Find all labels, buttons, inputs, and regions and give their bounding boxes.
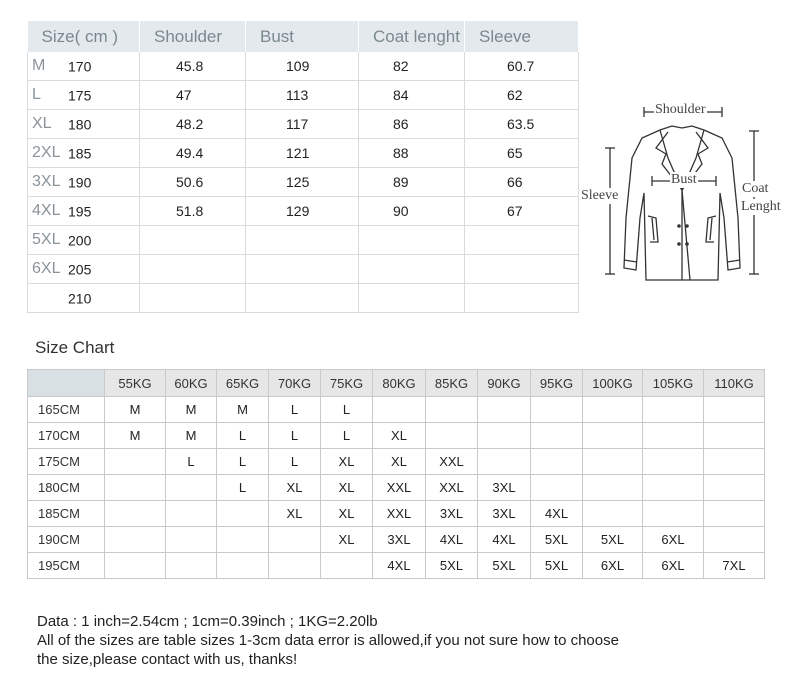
bust-cell: 121 xyxy=(246,139,359,168)
size-chart-row xyxy=(28,423,765,449)
height-label: 165CM xyxy=(28,397,105,423)
shoulder-cell xyxy=(140,226,246,255)
size-chart-cell xyxy=(643,423,704,449)
coat-cell: 84 xyxy=(359,81,465,110)
size-height: 175 xyxy=(68,87,92,104)
measurement-header-0: Size( cm ) xyxy=(28,21,140,52)
size-chart-row xyxy=(28,397,765,423)
size-chart-cell xyxy=(217,553,269,579)
size-cell xyxy=(28,197,140,226)
measurement-row xyxy=(28,226,579,255)
size-chart-cell xyxy=(643,475,704,501)
size-chart-cell: M xyxy=(166,397,217,423)
coat-cell xyxy=(359,284,465,313)
size-chart-cell: M xyxy=(217,397,269,423)
size-chart-cell xyxy=(531,423,583,449)
size-chart-cell xyxy=(105,449,166,475)
size-chart-cell: 4XL xyxy=(478,527,531,553)
coat-cell: 90 xyxy=(359,197,465,226)
diagram-label-shoulder: Shoulder xyxy=(655,102,706,117)
size-chart-cell: 3XL xyxy=(478,475,531,501)
size-chart-cell: XL xyxy=(269,475,321,501)
sleeve-cell: 65 xyxy=(465,139,579,168)
size-height: 210 xyxy=(68,290,92,307)
shoulder-cell xyxy=(140,255,246,284)
size-chart-header-row xyxy=(28,370,765,397)
coat-cell xyxy=(359,255,465,284)
sleeve-cell: 60.7 xyxy=(465,52,579,81)
size-chart-cell: 6XL xyxy=(583,553,643,579)
size-chart-cell: M xyxy=(105,397,166,423)
size-chart-cell xyxy=(583,475,643,501)
size-chart-cell xyxy=(704,423,765,449)
size-chart-cell: 5XL xyxy=(583,527,643,553)
size-chart-cell xyxy=(166,501,217,527)
size-height: 185 xyxy=(68,145,92,162)
size-cell xyxy=(28,81,140,110)
shoulder-cell: 45.8 xyxy=(140,52,246,81)
size-chart-cell: XXL xyxy=(426,475,478,501)
size-chart-cell: L xyxy=(217,475,269,501)
size-chart-cell: 4XL xyxy=(373,553,426,579)
size-code: 4XL xyxy=(32,202,61,220)
height-label: 185CM xyxy=(28,501,105,527)
size-chart-cell xyxy=(704,449,765,475)
size-chart-cell xyxy=(373,397,426,423)
size-chart-corner-cell xyxy=(28,370,105,397)
weight-header: 85KG xyxy=(426,370,478,397)
size-chart-cell: 5XL xyxy=(426,553,478,579)
bust-cell xyxy=(246,255,359,284)
size-code: 5XL xyxy=(32,231,61,249)
size-chart-cell xyxy=(478,423,531,449)
size-cell xyxy=(28,284,140,313)
measurement-table-body xyxy=(28,52,579,313)
weight-header: 110KG xyxy=(704,370,765,397)
size-chart-cell xyxy=(217,527,269,553)
size-chart-row xyxy=(28,501,765,527)
size-chart-cell: L xyxy=(269,423,321,449)
weight-header: 100KG xyxy=(583,370,643,397)
size-cell xyxy=(28,139,140,168)
diagram-label-bust: Bust xyxy=(671,172,697,187)
size-chart-cell xyxy=(531,449,583,475)
size-chart-cell: 5XL xyxy=(531,553,583,579)
size-cell xyxy=(28,226,140,255)
size-chart-row xyxy=(28,475,765,501)
size-chart-cell xyxy=(583,501,643,527)
size-chart-cell: L xyxy=(269,397,321,423)
measurement-row xyxy=(28,52,579,81)
size-chart-cell: XL xyxy=(321,449,373,475)
size-chart-cell: 5XL xyxy=(478,553,531,579)
height-label: 190CM xyxy=(28,527,105,553)
size-height: 200 xyxy=(68,232,92,249)
sleeve-cell: 67 xyxy=(465,197,579,226)
shoulder-cell: 48.2 xyxy=(140,110,246,139)
size-height: 180 xyxy=(68,116,92,133)
bust-cell: 117 xyxy=(246,110,359,139)
size-chart-cell xyxy=(643,449,704,475)
size-chart-cell xyxy=(704,397,765,423)
shoulder-cell: 50.6 xyxy=(140,168,246,197)
size-chart-cell xyxy=(704,527,765,553)
measurement-row xyxy=(28,197,579,226)
size-chart-cell: 3XL xyxy=(478,501,531,527)
size-chart-cell xyxy=(531,475,583,501)
size-chart-cell xyxy=(217,501,269,527)
weight-header: 105KG xyxy=(643,370,704,397)
size-chart-cell: XL xyxy=(321,527,373,553)
size-chart-cell: XL xyxy=(269,501,321,527)
height-label: 170CM xyxy=(28,423,105,449)
size-chart-title: Size Chart xyxy=(35,338,115,357)
size-height: 170 xyxy=(68,58,92,75)
measurement-row xyxy=(28,110,579,139)
size-chart-table xyxy=(27,369,765,579)
weight-header: 75KG xyxy=(321,370,373,397)
size-code: M xyxy=(32,57,46,75)
measurement-header-3: Coat lenght xyxy=(359,21,465,52)
size-chart-cell: XXL xyxy=(373,501,426,527)
size-chart-cell xyxy=(105,475,166,501)
weight-header: 90KG xyxy=(478,370,531,397)
measurement-header-row xyxy=(28,21,579,52)
size-code: 2XL xyxy=(32,144,61,162)
height-label: 175CM xyxy=(28,449,105,475)
sleeve-cell xyxy=(465,284,579,313)
size-chart-cell: 5XL xyxy=(531,527,583,553)
size-chart-cell xyxy=(269,553,321,579)
size-notes xyxy=(37,612,619,669)
size-cell xyxy=(28,168,140,197)
size-chart-cell xyxy=(269,527,321,553)
diagram-label-coat-length-1: Coat xyxy=(742,181,769,196)
size-chart-cell: 6XL xyxy=(643,527,704,553)
size-chart-cell: 4XL xyxy=(531,501,583,527)
bust-cell: 113 xyxy=(246,81,359,110)
size-chart-cell: XL xyxy=(321,501,373,527)
coat-cell: 89 xyxy=(359,168,465,197)
height-label: 195CM xyxy=(28,553,105,579)
size-chart-cell xyxy=(166,553,217,579)
coat-cell: 86 xyxy=(359,110,465,139)
shoulder-cell xyxy=(140,284,246,313)
shoulder-cell: 49.4 xyxy=(140,139,246,168)
size-chart-cell xyxy=(531,397,583,423)
weight-header: 70KG xyxy=(269,370,321,397)
size-chart-cell xyxy=(426,397,478,423)
measurement-header-1: Shoulder xyxy=(140,21,246,52)
size-chart-cell xyxy=(105,501,166,527)
size-chart-cell xyxy=(583,397,643,423)
sleeve-cell: 63.5 xyxy=(465,110,579,139)
size-cell xyxy=(28,110,140,139)
bust-cell: 125 xyxy=(246,168,359,197)
weight-header: 65KG xyxy=(217,370,269,397)
bust-cell: 129 xyxy=(246,197,359,226)
weight-header: 95KG xyxy=(531,370,583,397)
size-chart-row xyxy=(28,527,765,553)
size-chart-cell xyxy=(105,553,166,579)
weight-header: 60KG xyxy=(166,370,217,397)
size-chart-cell xyxy=(643,501,704,527)
measurement-table xyxy=(27,21,579,313)
tolerance-note: All of the sizes are table sizes 1-3cm data error is allowed,if you not sure how to choose xyxy=(37,632,619,649)
size-chart-cell: XL xyxy=(321,475,373,501)
size-chart-body xyxy=(28,397,765,579)
size-cell xyxy=(28,255,140,284)
size-chart-cell: 3XL xyxy=(426,501,478,527)
contact-note: the size,please contact with us, thanks! xyxy=(37,651,298,668)
size-height: 195 xyxy=(68,203,92,220)
conversion-note: Data : 1 inch=2.54cm ; 1cm=0.39inch ; 1KG=2.20lb xyxy=(37,613,378,630)
sleeve-cell xyxy=(465,255,579,284)
size-chart-cell: 6XL xyxy=(643,553,704,579)
measurement-header-4: Sleeve xyxy=(465,21,579,52)
size-height: 190 xyxy=(68,174,92,191)
size-chart-cell: 4XL xyxy=(426,527,478,553)
coat-cell: 82 xyxy=(359,52,465,81)
size-chart-cell xyxy=(583,449,643,475)
size-chart-cell: L xyxy=(166,449,217,475)
sleeve-cell: 62 xyxy=(465,81,579,110)
size-chart-cell: M xyxy=(105,423,166,449)
size-code: 6XL xyxy=(32,260,61,278)
size-chart-cell: 3XL xyxy=(373,527,426,553)
weight-header: 55KG xyxy=(105,370,166,397)
size-chart-cell xyxy=(166,475,217,501)
size-chart-cell xyxy=(704,475,765,501)
measurement-row xyxy=(28,168,579,197)
size-chart-cell: XL xyxy=(373,423,426,449)
size-chart-row xyxy=(28,553,765,579)
size-chart-cell xyxy=(478,397,531,423)
size-chart-cell: L xyxy=(269,449,321,475)
size-code: XL xyxy=(32,115,52,133)
measurement-row xyxy=(28,139,579,168)
size-chart-cell xyxy=(105,527,166,553)
size-chart-cell: L xyxy=(321,397,373,423)
measurement-header-2: Bust xyxy=(246,21,359,52)
size-chart-cell xyxy=(166,527,217,553)
coat-measurement-diagram xyxy=(578,98,790,284)
size-cell xyxy=(28,52,140,81)
height-label: 180CM xyxy=(28,475,105,501)
measurement-row xyxy=(28,255,579,284)
sleeve-cell: 66 xyxy=(465,168,579,197)
measurement-row xyxy=(28,284,579,313)
size-code: L xyxy=(32,86,41,104)
size-chart-cell: XL xyxy=(373,449,426,475)
size-chart-cell xyxy=(321,553,373,579)
weight-header: 80KG xyxy=(373,370,426,397)
size-chart-cell xyxy=(704,501,765,527)
bust-cell: 109 xyxy=(246,52,359,81)
size-chart-cell xyxy=(643,397,704,423)
measurement-row xyxy=(28,81,579,110)
bust-cell xyxy=(246,226,359,255)
coat-cell: 88 xyxy=(359,139,465,168)
shoulder-cell: 51.8 xyxy=(140,197,246,226)
coat-cell xyxy=(359,226,465,255)
diagram-label-coat-length-2: Lenght xyxy=(741,199,781,214)
size-chart-cell: L xyxy=(321,423,373,449)
diagram-label-sleeve: Sleeve xyxy=(581,188,619,203)
size-chart-cell: XXL xyxy=(426,449,478,475)
bust-cell xyxy=(246,284,359,313)
size-code: 3XL xyxy=(32,173,61,191)
size-chart-cell xyxy=(426,423,478,449)
size-chart-cell: L xyxy=(217,423,269,449)
size-chart-cell xyxy=(478,449,531,475)
size-chart-cell: XXL xyxy=(373,475,426,501)
size-chart-row xyxy=(28,449,765,475)
shoulder-cell: 47 xyxy=(140,81,246,110)
size-height: 205 xyxy=(68,261,92,278)
size-chart-cell: M xyxy=(166,423,217,449)
size-chart-cell: L xyxy=(217,449,269,475)
sleeve-cell xyxy=(465,226,579,255)
size-chart-cell: 7XL xyxy=(704,553,765,579)
size-chart-cell xyxy=(583,423,643,449)
